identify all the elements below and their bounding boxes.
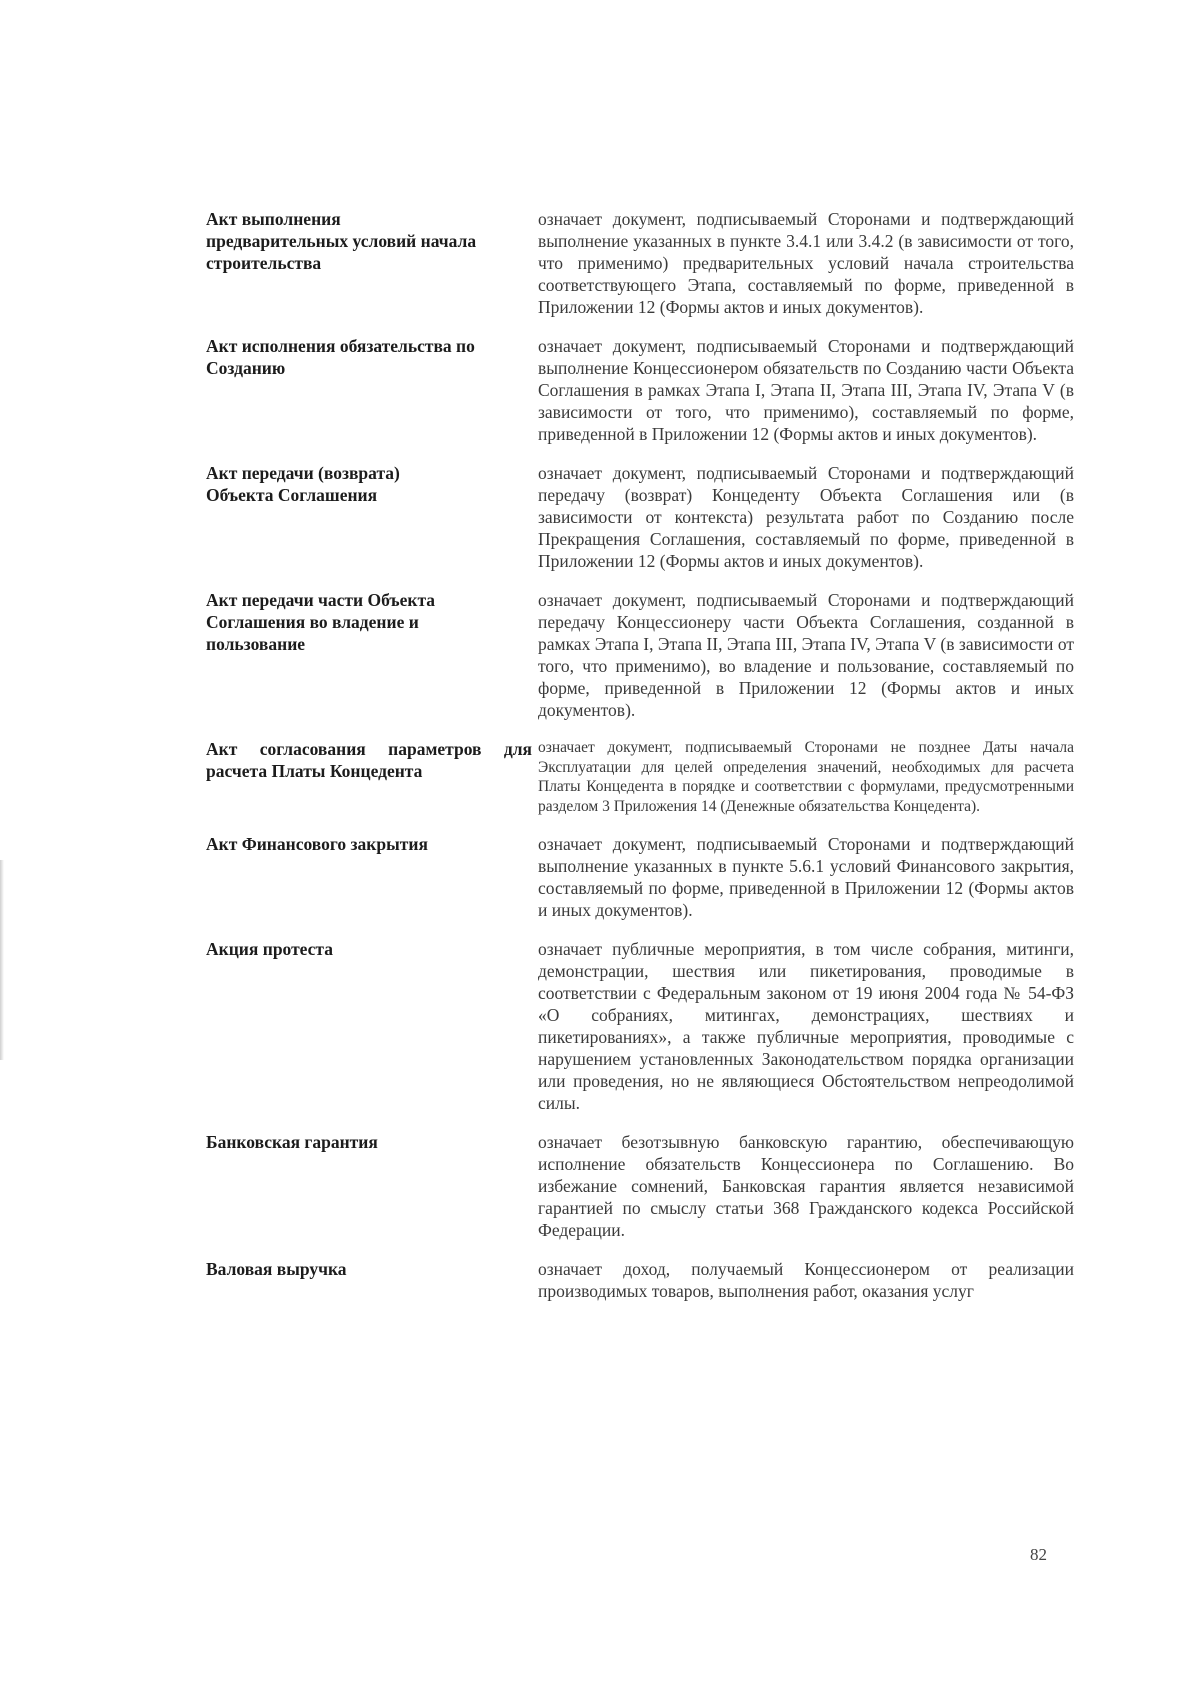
definition-text: означает безотзывную банковскую гарантию, обеспечивающую исполнение обязательств Концессионера по Соглашению. Во избежание сомнений, Банковская гарантия является независимой гарантией по смыслу статьи 368 Гражданского кодекса Российской Федерации. xyxy=(538,1132,1074,1240)
term: Акт передачи (возврата) Объекта Соглашения xyxy=(206,463,400,505)
term: Акция протеста xyxy=(206,939,333,959)
term: Акт Финансового закрытия xyxy=(206,834,428,854)
term: Валовая выручка xyxy=(206,1259,347,1279)
page-number: 82 xyxy=(1030,1545,1047,1564)
definition-text: означает документ, подписываемый Сторонами и подтверждающий передачу (возврат) Концеденту Объекта Соглашения или (в зависимости от контекста) результата работ по Созданию после Прекращения Соглашения, составляемый по форме, приведенной в Приложении 12 (Формы актов и иных документов). xyxy=(538,463,1074,571)
definition-entry xyxy=(206,208,1074,318)
definition-entry xyxy=(206,833,1074,921)
term: Акт передачи части Объекта Соглашения во владение и пользование xyxy=(206,590,436,654)
term: Банковская гарантия xyxy=(206,1132,378,1152)
definition-text: означает документ, подписываемый Сторонами и подтверждающий выполнение указанных в пункте 3.4.1 или 3.4.2 (в зависимости от того, что применимо) предварительных условий начала строительства соответствующего Этапа, составляемый по форме, приведенной в Приложении 12 (Формы актов и иных документов). xyxy=(538,209,1074,317)
definition-text: означает доход, получаемый Концессионером от реализации производимых товаров, выполнения работ, оказания услуг xyxy=(538,1259,1074,1301)
definition-text: означает документ, подписываемый Сторонами и подтверждающий выполнение указанных в пункте 5.6.1 условий Финансового закрытия, составляемый по форме, приведенной в Приложении 12 (Формы актов и иных документов). xyxy=(538,834,1074,920)
definition-entry xyxy=(206,738,1074,816)
definition-entry xyxy=(206,462,1074,572)
definition-entry xyxy=(206,938,1074,1114)
definition-entry xyxy=(206,335,1074,445)
definition-text: означает документ, подписываемый Сторонами и подтверждающий передачу Концессионеру части Объекта Соглашения, созданной в рамках Этапа I, Этапа II, Этапа III, Этапа IV, Этапа V (в зависимости от того, что применимо), во владение и пользование, составляемый по форме, приведенной в Приложении 12 (Формы актов и иных документов). xyxy=(538,590,1074,720)
definitions-list xyxy=(206,208,1074,1302)
definition-text: означает документ, подписываемый Сторонами не позднее Даты начала Эксплуатации для целей определения значений, необходимых для расчета Платы Концедента в порядке и соответствии с формулами, предусмотренными разделом 3 Приложения 14 (Денежные обязательства Концедента). xyxy=(538,739,1074,815)
term: Акт согласования параметров для расчета Платы Концедента xyxy=(206,739,532,781)
definition-entry xyxy=(206,1131,1074,1241)
scan-edge-shadow xyxy=(0,860,4,1060)
definition-text: означает документ, подписываемый Сторонами и подтверждающий выполнение Концессионером обязательств по Созданию части Объекта Соглашения в рамках Этапа I, Этапа II, Этапа III, Этапа IV, Этапа V (в зависимости от того, что применимо), составляемый по форме, приведенной в Приложении 12 (Формы актов и иных документов). xyxy=(538,336,1074,444)
definition-entry xyxy=(206,589,1074,721)
term: Акт выполнения предварительных условий начала строительства xyxy=(206,209,477,273)
term: Акт исполнения обязательства по Созданию xyxy=(206,336,475,378)
definition-text: означает публичные мероприятия, в том числе собрания, митинги, демонстрации, шествия или пикетирования, проводимые в соответствии с Федеральным законом от 19 июня 2004 года № 54-ФЗ «О собраниях, митингах, демонстрациях, шествиях и пикетированиях», а также публичные мероприятия, проводимые с нарушением установленных Законодательством порядка организации или проведения, но не являющиеся Обстоятельством непреодолимой силы. xyxy=(538,939,1074,1113)
definition-entry xyxy=(206,1258,1074,1302)
